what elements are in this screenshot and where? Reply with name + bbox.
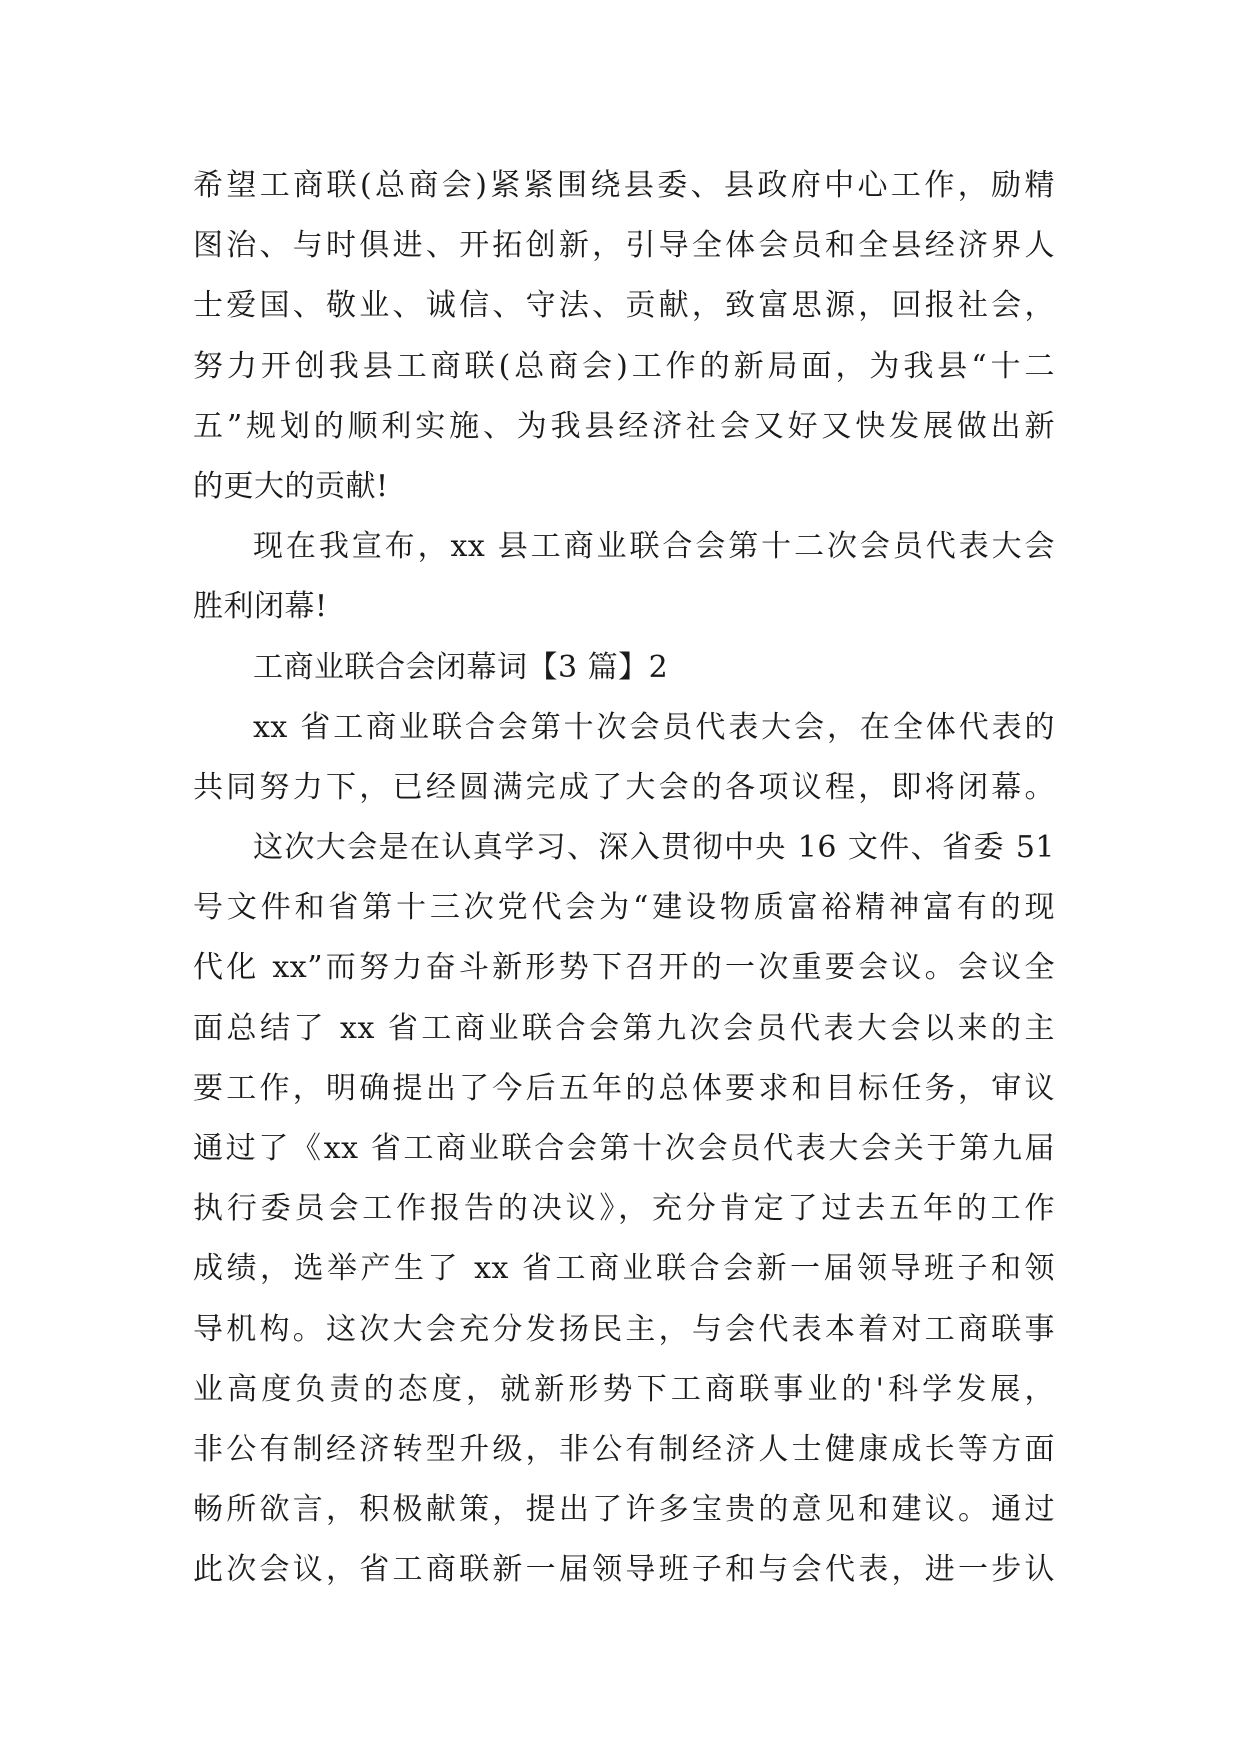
document-line: 畅所欲言，积极献策，提出了许多宝贵的意见和建议。通过	[193, 1492, 1055, 1528]
document-line: 努力开创我县工商联(总商会)工作的新局面，为我县“十二	[193, 348, 1055, 384]
document-line: xx 省工商业联合会第十次会员代表大会，在全体代表的	[253, 709, 1055, 745]
document-body	[193, 156, 1055, 1601]
document-line: 业高度负责的态度，就新形势下工商联事业的'科学发展，	[193, 1371, 1055, 1407]
document-line: 通过了《xx 省工商业联合会第十次会员代表大会关于第九届	[193, 1131, 1055, 1166]
document-line: 面总结了 xx 省工商业联合会第九次会员代表大会以来的主	[193, 1010, 1055, 1046]
document-line: 士爱国、敬业、诚信、守法、贡献，致富思源，回报社会，	[193, 288, 1055, 324]
document-line: 这次大会是在认真学习、深入贯彻中央 16 文件、省委 51	[253, 830, 1055, 866]
document-line: 号文件和省第十三次党代会为“建设物质富裕精神富有的现	[193, 890, 1055, 926]
document-line: 五”规划的顺利实施、为我县经济社会又好又快发展做出新	[193, 408, 1055, 444]
document-line: 此次会议，省工商联新一届领导班子和与会代表，进一步认	[193, 1552, 1055, 1588]
document-line: 执行委员会工作报告的决议》，充分肯定了过去五年的工作	[193, 1191, 1055, 1227]
document-line: 的更大的贡献!	[193, 468, 389, 504]
document-line: 胜利闭幕!	[193, 589, 328, 625]
document-line: 成绩，选举产生了 xx 省工商业联合会新一届领导班子和领	[193, 1251, 1055, 1287]
document-line: 导机构。这次大会充分发扬民主，与会代表本着对工商联事	[193, 1311, 1055, 1347]
document-line: 图治、与时俱进、开拓创新，引导全体会员和全县经济界人	[193, 228, 1055, 264]
document-line: 工商业联合会闭幕词【3 篇】2	[253, 649, 669, 685]
document-line: 非公有制经济转型升级，非公有制经济人士健康成长等方面	[193, 1431, 1055, 1467]
document-line: 现在我宣布，xx 县工商业联合会第十二次会员代表大会	[253, 529, 1055, 565]
document-line: 代化 xx”而努力奋斗新形势下召开的一次重要会议。会议全	[193, 950, 1055, 986]
document-line: 希望工商联(总商会)紧紧围绕县委、县政府中心工作，励精	[193, 168, 1055, 203]
document-line: 要工作，明确提出了今后五年的总体要求和目标任务，审议	[193, 1070, 1055, 1106]
document-line: 共同努力下，已经圆满完成了大会的各项议程，即将闭幕。	[193, 769, 1055, 805]
